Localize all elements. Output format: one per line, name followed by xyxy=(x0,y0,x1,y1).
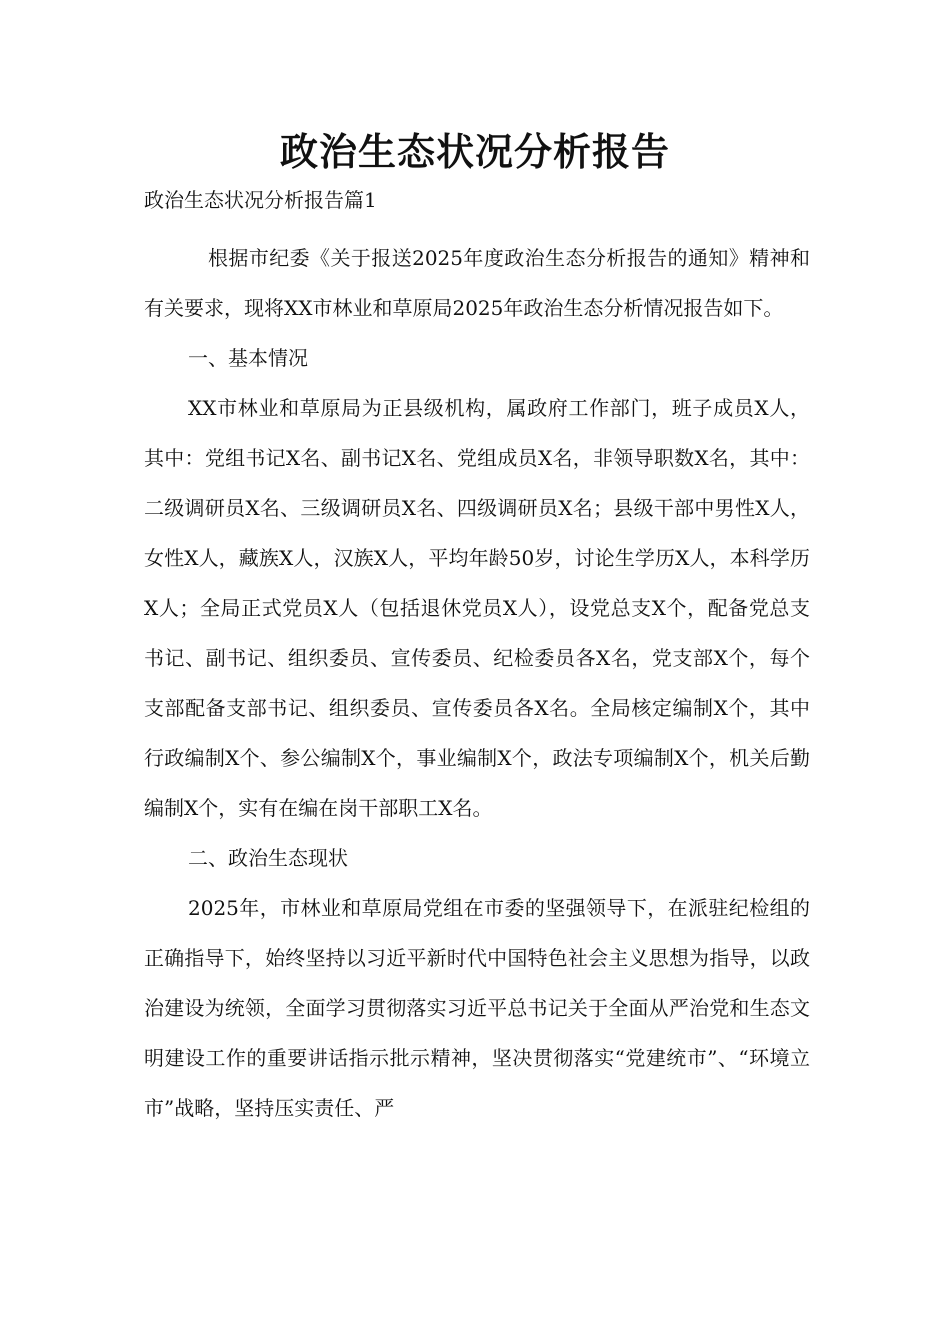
document-body xyxy=(144,233,810,1133)
document-title: 政治生态状况分析报告 xyxy=(279,130,670,174)
paragraph-intro: 根据市纪委《关于报送2025年度政治生态分析报告的通知》精神和有关要求，现将XX市林业和草原局2025年政治生态分析情况报告如下。 xyxy=(144,246,810,320)
document-subtitle: 政治生态状况分析报告篇1 xyxy=(144,188,377,212)
paragraph-basic-situation: XX市林业和草原局为正县级机构，属政府工作部门，班子成员X人，其中：党组书记X名、副书记X名、党组成员X名，非领导职数X名，其中：二级调研员X名、三级调研员X名、四级调研员X名；县级干部中男性X人，女性X人，藏族X人，汉族X人，平均年龄50岁，讨论生学历X人，本科学历X人；全局正式党员X人（包括退休党员X人），设党总支X个，配备党总支书记、副书记、组织委员、宣传委员、纪检委员各X名，党支部X个，每个支部配备支部书记、组织委员、宣传委员各X名。全局核定编制X个，其中行政编制X个、参公编制X个，事业编制X个，政法专项编制X个，机关后勤编制X个，实有在编在岗干部职工X名。 xyxy=(144,396,810,820)
section-heading-status: 二、政治生态现状 xyxy=(188,846,348,870)
section-heading-basic: 一、基本情况 xyxy=(188,346,308,370)
paragraph-status: 2025年，市林业和草原局党组在市委的坚强领导下，在派驻纪检组的正确指导下，始终坚持以习近平新时代中国特色社会主义思想为指导，以政治建设为统领，全面学习贯彻落实习近平总书记关于全面从严治党和生态文明建设工作的重要讲话指示批示精神，坚决贯彻落实“党建统市”、“环境立市”战略，坚持压实责任、严 xyxy=(144,896,810,1120)
